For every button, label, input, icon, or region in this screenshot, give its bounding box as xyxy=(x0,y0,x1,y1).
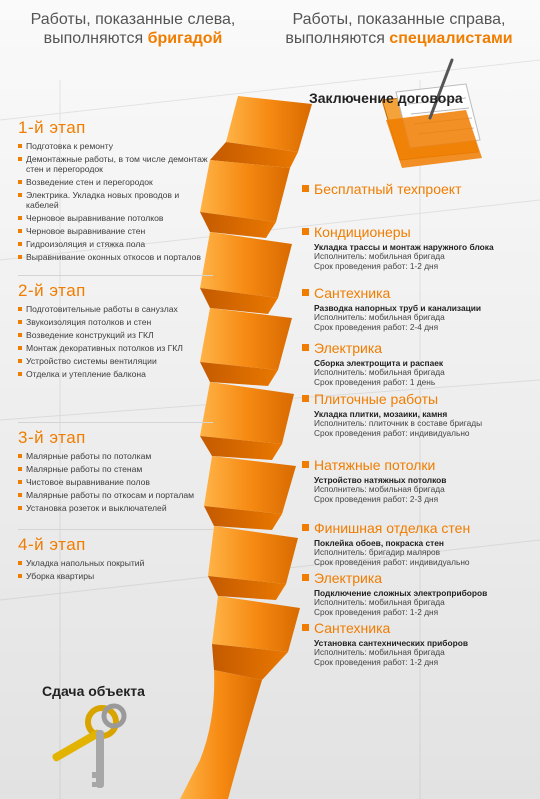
service-task: Подключение сложных электроприборов xyxy=(314,588,488,598)
stage-item: Малярные работы по потолкам xyxy=(18,451,213,461)
stage-item: Черновое выравнивание потолков xyxy=(18,213,213,223)
stage-item: Черновое выравнивание стен xyxy=(18,226,213,236)
service-task: Установка сантехнических приборов xyxy=(314,638,468,648)
stage-item: Звукоизоляция потолков и стен xyxy=(18,317,213,327)
service-executor: Исполнитель: мобильная бригада xyxy=(314,597,445,607)
service-executor: Исполнитель: мобильная бригада xyxy=(314,312,445,322)
service-term: Срок проведения работ: 2-4 дня xyxy=(314,321,439,332)
stage-item: Подготовительные работы в санузлах xyxy=(18,304,213,314)
stage-divider xyxy=(18,529,213,530)
service-wall-finishing xyxy=(302,520,532,567)
service-air-conditioners xyxy=(302,224,532,271)
service-title: Сантехника xyxy=(302,620,532,636)
stage-2-list xyxy=(18,304,213,379)
service-task: Устройство натяжных потолков xyxy=(314,475,447,485)
stage-item: Выравнивание оконных откосов и порталов xyxy=(18,252,213,262)
stage-divider xyxy=(18,422,213,423)
header-left-accent: бригадой xyxy=(147,30,223,47)
service-title: Сантехника xyxy=(302,285,532,301)
service-plumbing-1 xyxy=(302,285,532,332)
service-executor: Исполнитель: мобильная бригада xyxy=(314,251,445,261)
service-executor: Исполнитель: плиточник в составе бригады xyxy=(314,418,483,428)
stage-item: Демонтажные работы, в том числе демонтаж стен и перегородок xyxy=(18,154,213,174)
service-electrics-1 xyxy=(302,340,532,387)
stage-3-title: 3-й этап xyxy=(18,428,86,447)
service-stretch-ceilings xyxy=(302,457,532,504)
keys-graphic xyxy=(51,706,124,788)
service-term: Срок проведения работ: 1-2 дня xyxy=(314,656,439,667)
stage-item: Возведение стен и перегородок xyxy=(18,177,213,187)
header-left-prefix: выполняются xyxy=(43,30,148,47)
service-free-project xyxy=(302,181,532,199)
service-task: Разводка напорных труб и канализации xyxy=(314,303,482,313)
service-executor: Исполнитель: мобильная бригада xyxy=(314,647,445,657)
service-title: Кондиционеры xyxy=(302,224,532,240)
stage-item: Отделка и утепление балкона xyxy=(18,369,213,379)
service-executor: Исполнитель: мобильная бригада xyxy=(314,367,445,377)
service-title: Финишная отделка стен xyxy=(302,520,532,536)
contract-folder-icon xyxy=(382,60,482,168)
stage-item: Чистовое выравнивание полов xyxy=(18,477,213,487)
stage-4-list xyxy=(18,558,213,581)
header-left-line1: Работы, показанные слева, xyxy=(30,11,236,28)
stage-2 xyxy=(18,281,213,382)
stage-4-title: 4-й этап xyxy=(18,535,86,554)
service-electrics-2 xyxy=(302,570,532,617)
stage-1-list xyxy=(18,141,213,262)
service-term: Срок проведения работ: индивидуально xyxy=(314,427,470,438)
service-task: Поклейка обоев, покраска стен xyxy=(314,538,444,548)
stage-1-title: 1-й этап xyxy=(18,118,86,137)
stage-item: Укладка напольных покрытий xyxy=(18,558,213,568)
service-task: Сборка электрощита и распаек xyxy=(314,358,444,368)
stage-item: Подготовка к ремонту xyxy=(18,141,213,151)
service-term: Срок проведения работ: индивидуально xyxy=(314,556,470,567)
service-term: Срок проведения работ: 2-3 дня xyxy=(314,493,439,504)
service-executor: Исполнитель: бригадир маляров xyxy=(314,547,441,557)
header-right-prefix: выполняются xyxy=(285,30,390,47)
service-task: Укладка трассы и монтаж наружного блока xyxy=(314,242,494,252)
stage-item: Установка розеток и выключателей xyxy=(18,503,213,513)
header-right-line1: Работы, показанные справа, xyxy=(292,11,506,28)
stage-item: Гидроизоляция и стяжка пола xyxy=(18,239,213,249)
stage-item: Монтаж декоративных потолков из ГКЛ xyxy=(18,343,213,353)
service-title: Электрика xyxy=(302,570,532,586)
stage-item: Возведение конструкций из ГКЛ xyxy=(18,330,213,340)
handover-title: Сдача объекта xyxy=(42,683,145,699)
stage-item: Уборка квартиры xyxy=(18,571,213,581)
service-title: Электрика xyxy=(302,340,532,356)
stage-3-list xyxy=(18,451,213,513)
service-tiling xyxy=(302,391,532,438)
service-term: Срок проведения работ: 1 день xyxy=(314,376,436,387)
service-executor: Исполнитель: мобильная бригада xyxy=(314,484,445,494)
stage-item: Малярные работы по стенам xyxy=(18,464,213,474)
service-plumbing-2 xyxy=(302,620,532,667)
service-term: Срок проведения работ: 1-2 дня xyxy=(314,260,439,271)
stage-item: Малярные работы по откосам и порталам xyxy=(18,490,213,500)
stage-divider xyxy=(18,275,213,276)
header-right-accent: специалистами xyxy=(389,30,513,47)
stage-4 xyxy=(18,535,213,584)
stage-2-title: 2-й этап xyxy=(18,281,86,300)
stage-item: Устройство системы вентиляции xyxy=(18,356,213,366)
service-title: Плиточные работы xyxy=(302,391,532,407)
service-task: Укладка плитки, мозаики, камня xyxy=(314,409,448,419)
stage-1 xyxy=(18,118,213,265)
stage-3 xyxy=(18,428,213,516)
service-title: Бесплатный техпроект xyxy=(302,181,532,197)
stage-item: Электрика. Укладка новых проводов и кабелей xyxy=(18,190,213,210)
service-title: Натяжные потолки xyxy=(302,457,532,473)
contract-title: Заключение договора xyxy=(309,90,463,106)
service-term: Срок проведения работ: 1-2 дня xyxy=(314,606,439,617)
